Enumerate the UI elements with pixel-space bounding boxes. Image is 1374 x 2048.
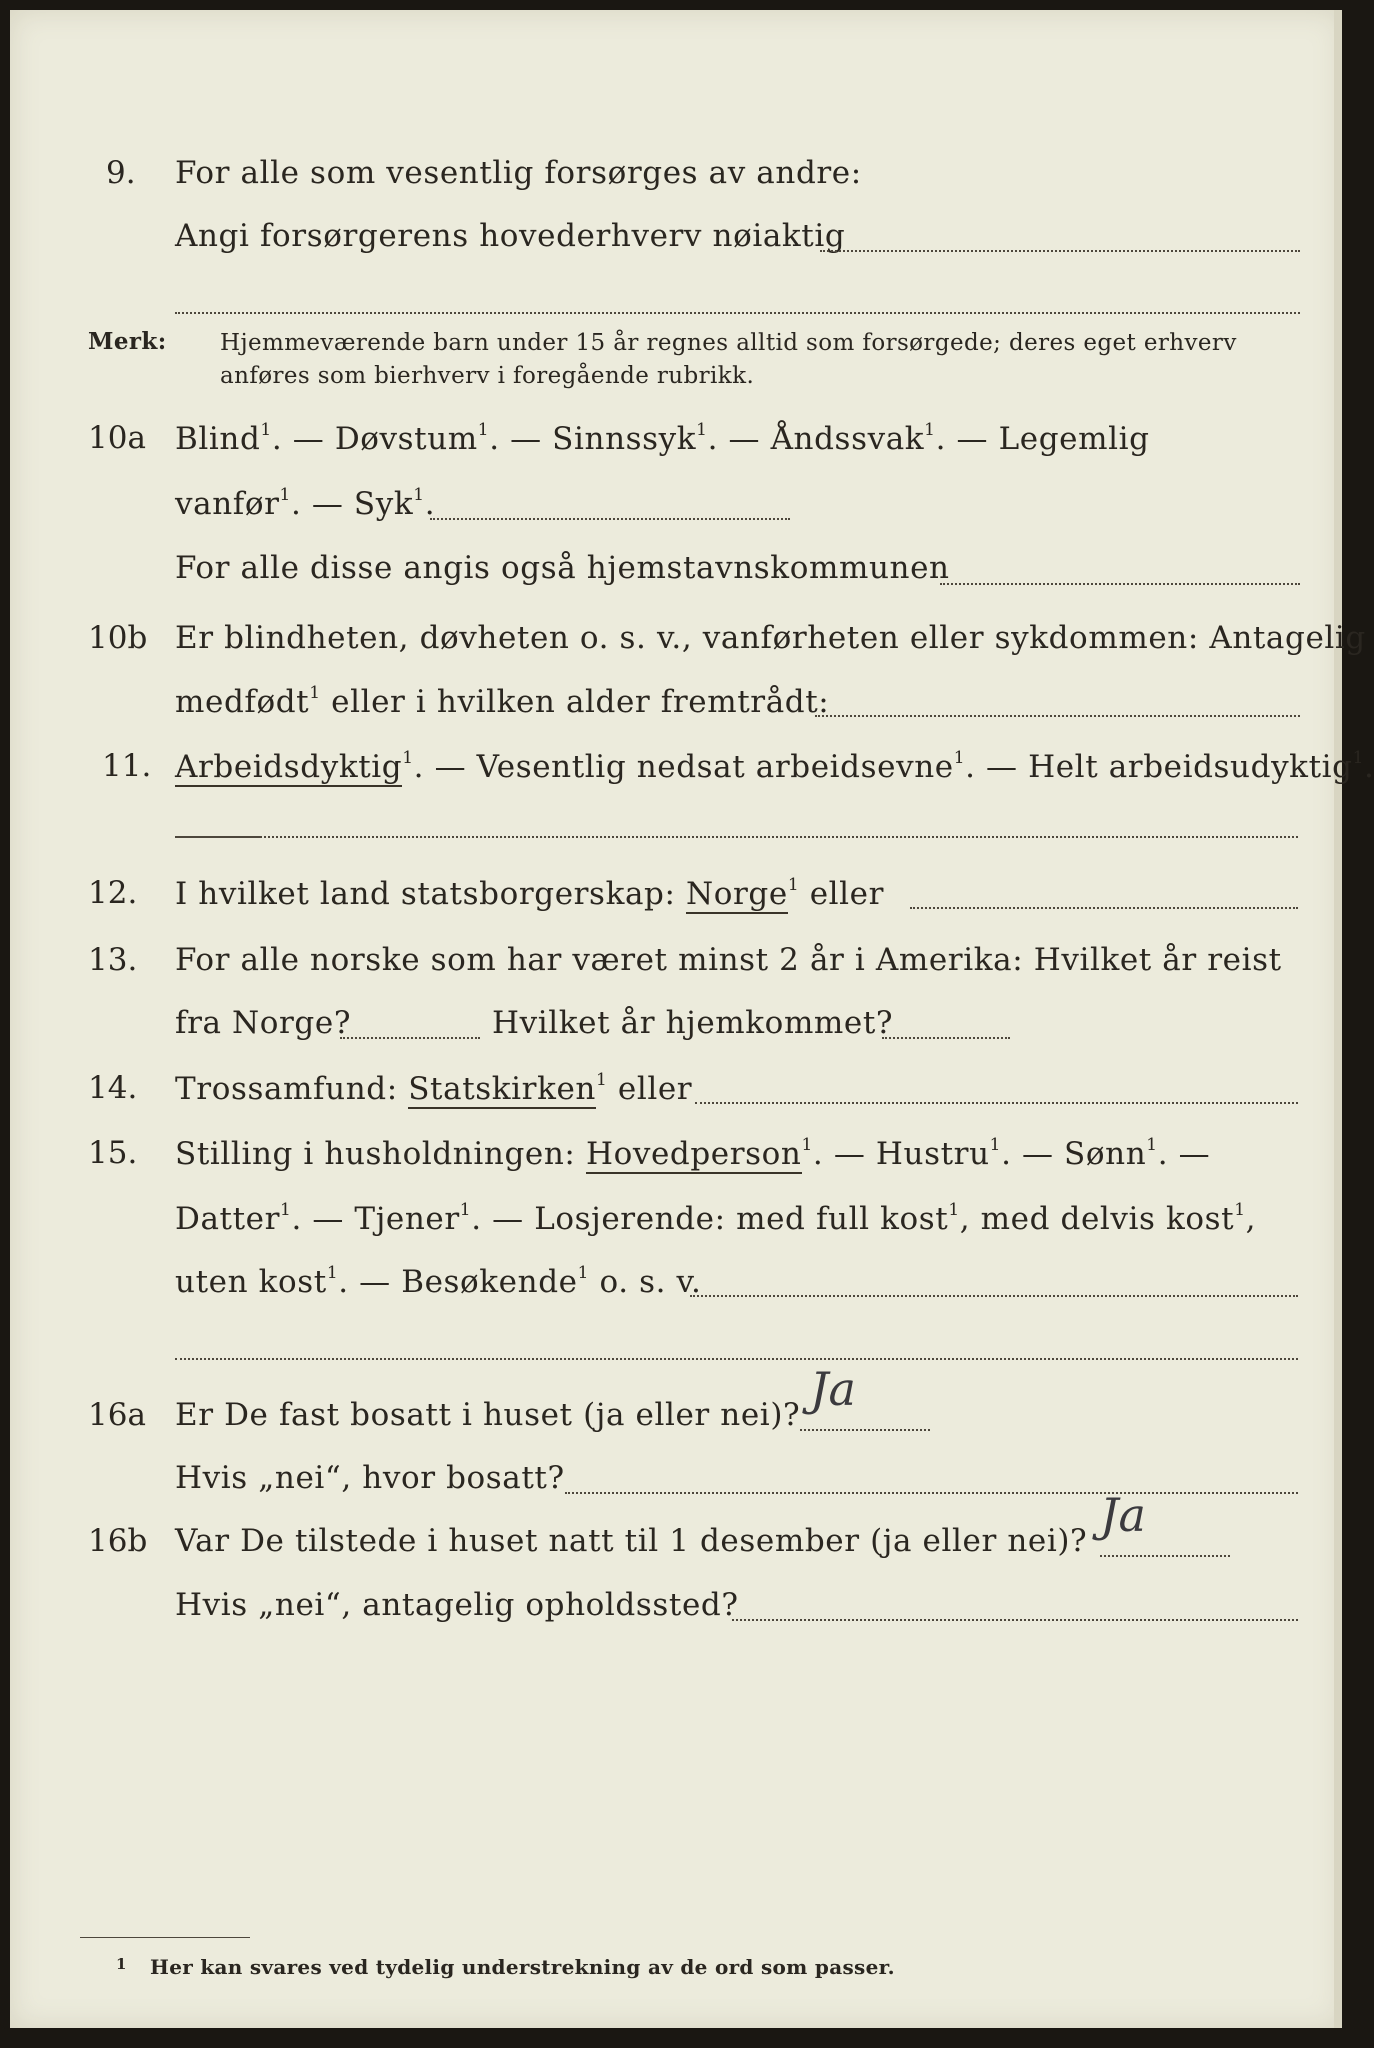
q15-line2: Datter$^1$. — Tjener$^1$. — Losjerende: med full kost$^1$, med delvis kost$^1$, bbox=[175, 1200, 1257, 1237]
q10a-line3: For alle disse angis også hjemstavnskommunen bbox=[175, 550, 950, 586]
opt-datter[interactable]: Datter bbox=[175, 1201, 281, 1237]
q15-answer-line-2[interactable] bbox=[175, 1358, 1298, 1360]
q15-osv: o. s. v. bbox=[599, 1264, 702, 1300]
opt-losjerende[interactable]: Losjerende: med full kost bbox=[534, 1201, 949, 1237]
opt-andssvak[interactable]: Åndssvak bbox=[770, 421, 925, 457]
q16b-opholdssted-line[interactable] bbox=[732, 1619, 1298, 1621]
opt-uten[interactable]: uten kost bbox=[175, 1264, 327, 1300]
q12-eller: eller bbox=[809, 876, 885, 912]
q14-eller: eller bbox=[617, 1071, 693, 1107]
opt-sinnssyk[interactable]: Sinnssyk bbox=[552, 421, 697, 457]
q9-line2: Angi forsørgerens hovederhverv nøiaktig bbox=[175, 218, 846, 254]
q10a-line1: Blind$^1$. — Døvstum$^1$. — Sinnssyk$^1$. — Åndssvak$^1$. — Legemlig bbox=[175, 420, 1150, 457]
opt-udyktig[interactable]: Helt arbeidsudyktig bbox=[1028, 749, 1353, 785]
page-edge bbox=[1334, 10, 1342, 2028]
q16b-handwritten-answer[interactable]: Ja bbox=[1100, 1488, 1146, 1542]
q11-number: 11. bbox=[102, 748, 152, 784]
q11-line1: Arbeidsdyktig$^1$. — Vesentlig nedsat arbeidsevne$^1$. — Helt arbeidsudyktig$^1$. bbox=[175, 748, 1374, 785]
q16b-line1: Var De tilstede i huset natt til 1 desember (ja eller nei)? bbox=[175, 1523, 1088, 1559]
q15-line1: Stilling i husholdningen: Hovedperson$^1$. — Hustru$^1$. — Sønn$^1$. — bbox=[175, 1135, 1211, 1172]
opt-besokende[interactable]: Besøkende bbox=[401, 1264, 578, 1300]
opt-vanfor[interactable]: vanfør bbox=[175, 486, 280, 522]
q15-lead: Stilling i husholdningen: bbox=[175, 1136, 576, 1172]
q13-number: 13. bbox=[88, 942, 138, 978]
q13-line2b: Hvilket år hjemkommet? bbox=[492, 1005, 894, 1041]
q10a-answer-line[interactable] bbox=[430, 518, 790, 520]
q16a-bosatt-line[interactable] bbox=[565, 1492, 1298, 1494]
q16b-number: 16b bbox=[88, 1523, 148, 1559]
q12-number: 12. bbox=[88, 875, 138, 911]
q13-line1: For alle norske som har været minst 2 år i Amerika: Hvilket år reist bbox=[175, 942, 1282, 978]
q14-number: 14. bbox=[88, 1070, 138, 1106]
merk-label: Merk: bbox=[88, 328, 167, 355]
q14-line: Trossamfund: Statskirken$^1$ eller bbox=[175, 1070, 693, 1107]
opt-hovedperson[interactable]: Hovedperson bbox=[585, 1136, 802, 1172]
q9-line1: For alle som vesentlig forsørges av andre: bbox=[175, 155, 862, 191]
opt-arbeidsdyktig[interactable]: Arbeidsdyktig bbox=[175, 749, 403, 785]
opt-medfodt[interactable]: medfødt bbox=[175, 684, 310, 720]
q10b-line2: medfødt$^1$ eller i hvilken alder fremtrådt: bbox=[175, 683, 830, 720]
q11-rule-short bbox=[175, 836, 260, 838]
q10a-number: 10a bbox=[88, 420, 146, 456]
q11-answer-line[interactable] bbox=[260, 836, 1298, 838]
q16a-line2: Hvis „nei“, hvor bosatt? bbox=[175, 1460, 565, 1496]
opt-tjener[interactable]: Tjener bbox=[354, 1201, 460, 1237]
q16a-handwritten-answer[interactable]: Ja bbox=[810, 1362, 856, 1416]
q10a-line2: vanfør$^1$. — Syk$^1$. bbox=[175, 485, 436, 522]
q15-answer-line[interactable] bbox=[690, 1295, 1298, 1297]
opt-hustru[interactable]: Hustru bbox=[875, 1136, 990, 1172]
q10b-line1: Er blindheten, døvheten o. s. v., vanførheten eller sykdommen: Antagelig bbox=[175, 620, 1366, 656]
merk-line1: Hjemmeværende barn under 15 år regnes alltid som forsørgede; deres eget erhverv bbox=[220, 330, 1237, 356]
q16a-answer-line[interactable] bbox=[800, 1429, 930, 1431]
q12-text: I hvilket land statsborgerskap: bbox=[175, 876, 676, 912]
q9-answer-line[interactable] bbox=[820, 250, 1300, 252]
q16b-answer-line[interactable] bbox=[1100, 1555, 1230, 1557]
opt-dovstum[interactable]: Døvstum bbox=[334, 421, 478, 457]
q9-answer-line-2[interactable] bbox=[175, 312, 1300, 314]
q16a-line1: Er De fast bosatt i huset (ja eller nei)? bbox=[175, 1397, 801, 1433]
q14-text: Trossamfund: bbox=[175, 1071, 398, 1107]
q12-answer-line[interactable] bbox=[910, 907, 1298, 909]
opt-delvis[interactable]: med delvis kost bbox=[980, 1201, 1235, 1237]
opt-nedsat[interactable]: Vesentlig nedsat arbeidsevne bbox=[476, 749, 954, 785]
q9-number: 9. bbox=[106, 155, 136, 191]
merk-line2: anføres som bierhverv i foregående rubrikk. bbox=[220, 363, 755, 389]
opt-legemlig[interactable]: Legemlig bbox=[998, 421, 1150, 457]
q10b-line2-rest: eller i hvilken alder fremtrådt: bbox=[331, 684, 830, 720]
footnote-text: Her kan svares ved tydelig understrekning av de ord som passer. bbox=[150, 1955, 895, 1979]
opt-blind[interactable]: Blind bbox=[175, 421, 261, 457]
opt-norge[interactable]: Norge bbox=[686, 876, 788, 912]
q16a-number: 16a bbox=[88, 1397, 146, 1433]
q13-line2a: fra Norge? bbox=[175, 1005, 352, 1041]
opt-syk[interactable]: Syk bbox=[353, 486, 414, 522]
q14-answer-line[interactable] bbox=[695, 1102, 1298, 1104]
q10b-answer-line[interactable] bbox=[815, 715, 1300, 717]
q13-hjemkommet-line[interactable] bbox=[882, 1037, 1010, 1039]
footnote-mark: 1 bbox=[116, 1955, 127, 1973]
q15-number: 15. bbox=[88, 1135, 138, 1171]
opt-statskirken[interactable]: Statskirken bbox=[408, 1071, 596, 1107]
q16b-line2: Hvis „nei“, antagelig opholdssted? bbox=[175, 1587, 739, 1623]
form-page bbox=[10, 10, 1374, 2028]
q10a-kommune-line[interactable] bbox=[940, 583, 1300, 585]
q13-reist-line[interactable] bbox=[340, 1037, 480, 1039]
opt-sonn[interactable]: Sønn bbox=[1064, 1136, 1147, 1172]
q10b-number: 10b bbox=[88, 620, 148, 656]
q12-line: I hvilket land statsborgerskap: Norge$^1$ eller bbox=[175, 875, 885, 912]
footnote-rule bbox=[80, 1937, 250, 1938]
q15-line3: uten kost$^1$. — Besøkende$^1$ o. s. v. bbox=[175, 1263, 702, 1300]
